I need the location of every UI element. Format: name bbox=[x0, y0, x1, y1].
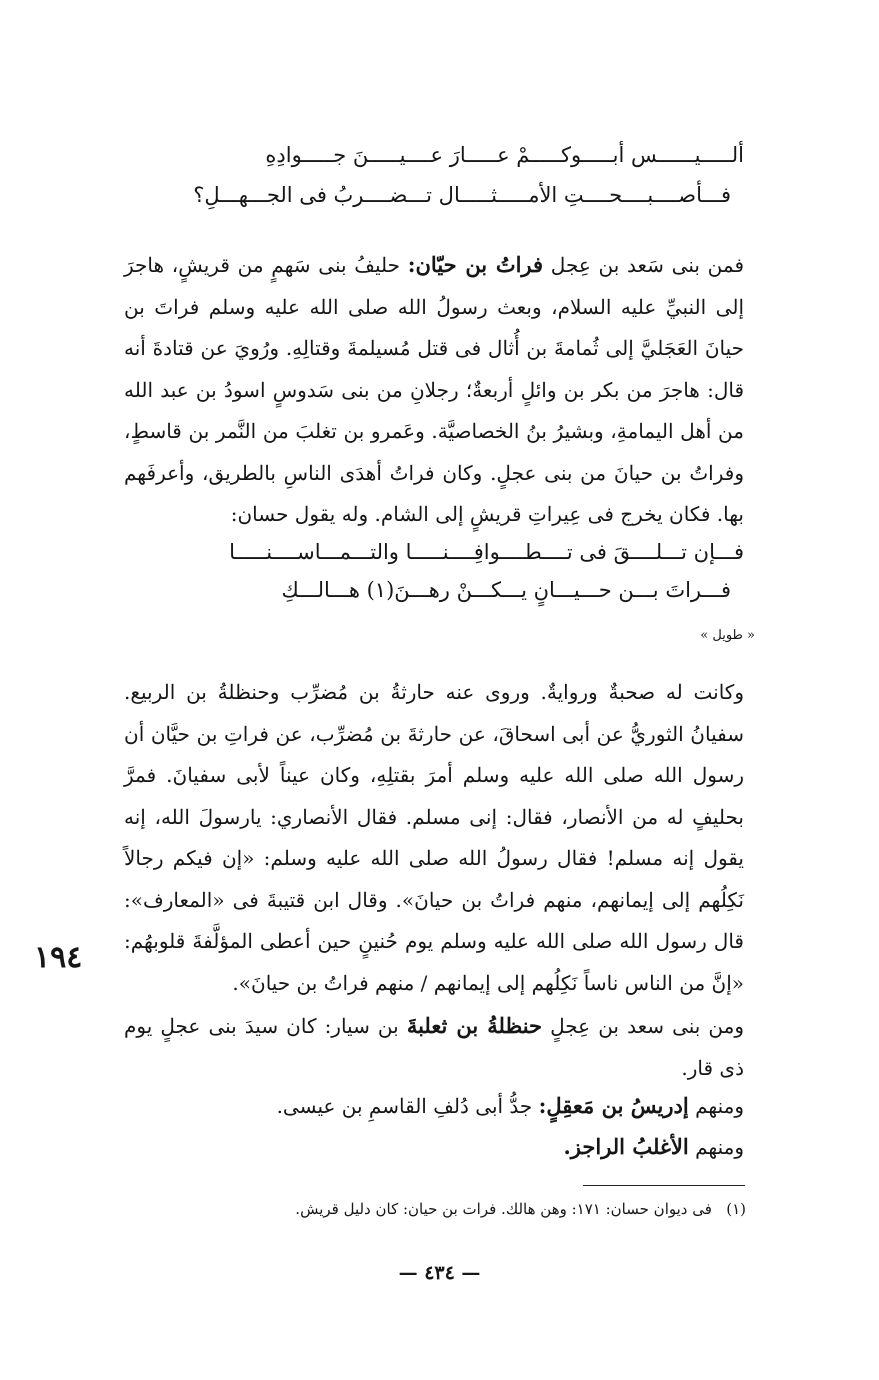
poem2-hemistich2: فـــراتَ بـــن حـــيـــانٍ يـــكـــنْ رهـــنَ(١) هـــالـــكِ bbox=[281, 578, 731, 602]
margin-folio-number: ١٩٤ bbox=[34, 940, 83, 975]
line4-intro: ومنهم bbox=[695, 1094, 744, 1118]
footnote-text: فى ديوان حسان: ١٧١: وهن هالك. فرات بن حيان: كان دليل قريش. bbox=[295, 1200, 712, 1218]
para1-name-heading: فراتُ بن حيّان: bbox=[407, 252, 544, 277]
para3-name-heading: حنظلةُ بن ثعلبةَ bbox=[406, 1013, 543, 1038]
line-aghlab bbox=[124, 1126, 744, 1169]
footnote bbox=[126, 1200, 746, 1218]
line5-intro: ومنهم bbox=[695, 1135, 744, 1159]
poem2-hemistich1: فـــإن تـــلــــقَ فى تــــطــــوافِــــنـــــا والتـــمـــاســــنـــــا bbox=[229, 540, 744, 564]
page-number: — ٤٣٤ — bbox=[398, 1262, 481, 1284]
line5-name-heading: الأغلبُ الراجز. bbox=[563, 1134, 689, 1159]
poem1-hemistich2: فـــأصــــبــــحــــتِ الأمـــــثـــــال تـــضــــربُ فى الجـــهـــلِ؟ bbox=[193, 183, 731, 207]
para3-body: بن سيار: كان سيدَ بنى عجلٍ يوم ذى قار. bbox=[124, 1014, 744, 1080]
poem-meter-label: « طويل » bbox=[700, 628, 755, 643]
para3-intro: ومن بنى سعد بن عِجلٍ bbox=[550, 1014, 745, 1038]
footnote-separator bbox=[583, 1185, 745, 1186]
paragraph-furat-ibn-hayyan bbox=[124, 244, 744, 536]
para1-intro: فمن بنى سَعد بن عِجل bbox=[550, 253, 745, 277]
poem1-hemistich1: ألـــــيــــــس أبـــــوكـــــمْ عـــــارَ عــــيـــــنَ جـــــوادِهِ bbox=[265, 143, 744, 167]
paragraph-hanzala bbox=[124, 1005, 744, 1089]
para1-body: حليفُ بنى سَهمٍ من قريشٍ، هاجرَ إلى النبيِّ عليه السلام، وبعث رسولُ الله صلى الله عليه وسلم فراتَ بن حيانَ العَجَليَّ إلى ثُمامةَ بن أُثال فى قتل مُسيلمةَ وقتالِهِ. ورُويَ عن قتادةَ أنه قال: هاجرَ من بكر بن وائلٍ أربعةٌ؛ رجلانِ من بنى سَدوسٍ اسودُ بن عبد الله من أهل اليمامةِ، وبشيرُ بنُ الخصاصيَّة. وعَمرو بن تغلبَ من النَّمر بن قاسطٍ، وفراتُ بن حيانَ من بنى عجلٍ. وكان فراتُ أهدَى الناسِ بالطريق، وأعرفَهم بها. فكان يخرج فى عِيراتِ قريشٍ إلى الشام. وله يقول حسان: bbox=[124, 253, 744, 526]
footnote-marker: (١) bbox=[726, 1200, 746, 1218]
line4-name-heading: إدريسُ بن مَعقِلٍ: bbox=[538, 1093, 689, 1118]
line-idris bbox=[124, 1085, 744, 1128]
line4-body: جدُّ أبى دُلفِ القاسمِ بن عيسى. bbox=[276, 1094, 533, 1118]
paragraph-companionship: وكانت له صحبةٌ وروايةٌ. وروى عنه حارثةُ بن مُضرِّب وحنظلةُ بن الربيع. سفيانُ الثوريُّ عن أبى اسحاقَ، عن حارثةَ بن مُضرِّب، عن فراتِ بن حيَّان أن رسول الله صلى الله عليه وسلم أمرَ بقتلِهِ، وكان عيناً لأبى سفيانَ. فمرَّ بحليفٍ له من الأنصار، فقال: إنى مسلم. فقال الأنصاري: يارسولَ الله، إنه يقول إنه مسلم! فقال رسولُ الله صلى الله عليه وسلم: «إن فيكم رجالاً نَكِلُهم إلى إيمانهم، منهم فراتُ بن حيانَ». وقال ابن قتيبةَ فى «المعارف»: قال رسول الله صلى الله عليه وسلم يوم حُنينٍ حين أعطى المؤلَّفةَ قلوبهُم: «إنَّ من الناس ناساً نَكِلُهم إلى إيمانهم / منهم فراتُ بن حيانَ». bbox=[124, 680, 744, 995]
